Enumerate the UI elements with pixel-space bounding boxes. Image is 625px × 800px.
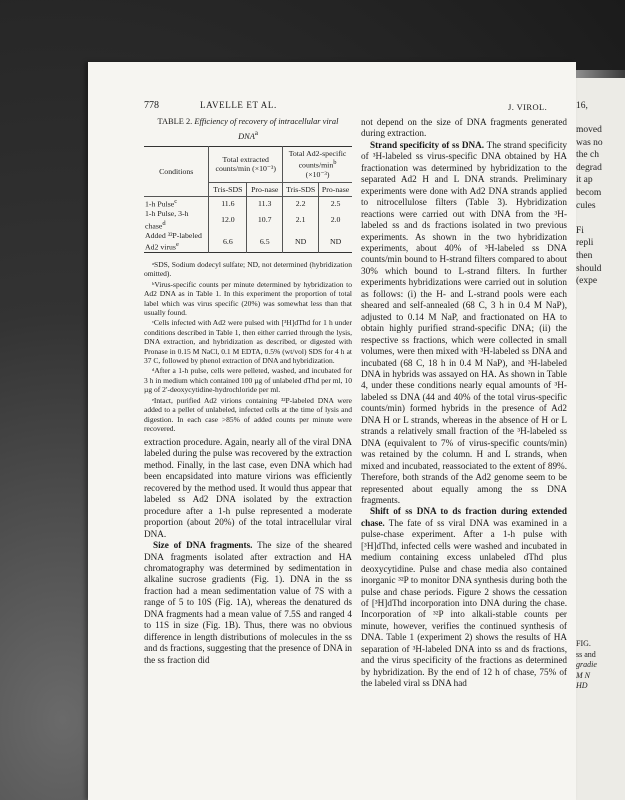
adjacent-caption-line: FIG. xyxy=(576,639,591,648)
section-heading: Strand specificity of ss DNA. xyxy=(370,139,485,150)
paragraph-text: The fate of ss viral DNA was examined in a pulse-chase experiment. After a 1-h pulse with [³H]dThd, infected cells were washed and incubated in medium containing excess unlabeled dThd plus deoxycytidine. Pulse and chase media also contained inorganic ³²P to monitor DNA synthesis during both the pulse and chase periods. Figure 2 shows the cessation of [³H]dThd incorporation into DNA during the chase. Incorporation of ³²P into alkali-stable counts per minute, however, verifies the continued synthesis of DNA. Table 1 (experiment 2) shows the results of HA separation of ³H-labeled DNA into ss and ds fractions, and the virus specificity of the fractions as determined by hybridization. By the end of 12 h of chase, 75% of the labeled viral ss DNA had xyxy=(361,517,567,689)
paragraph: not depend on the size of DNA fragments generated during extraction. xyxy=(361,117,567,139)
row-label: Added ³²P-labeled Ad2 virus$^e$ xyxy=(145,230,202,252)
adjacent-page-number: 16, xyxy=(576,101,588,111)
col-header-conditions: Conditions xyxy=(144,146,209,196)
adjacent-line: moved xyxy=(576,125,602,135)
footnote: ᵉIntact, purified Ad2 virions containing ³²P-labeled DNA were added to a pellet of unlabeled, infected cells at the time of lysis and digestion. In each case >85% of added counts per minute were recovered. xyxy=(144,395,352,433)
paragraph xyxy=(361,506,567,689)
table-footnotes xyxy=(144,260,352,433)
footnote: ᵇVirus-specific counts per minute determined by hybridization to Ad2 DNA as in Table 1. In this experiment the proportion of total label which was virus specific (20%) was somewhat less than that usually found. xyxy=(144,279,352,318)
adjacent-line: repli xyxy=(576,238,594,249)
table-row xyxy=(144,209,352,230)
adjacent-page xyxy=(572,78,625,800)
left-body-text xyxy=(144,437,352,666)
adjacent-line: should xyxy=(576,263,602,274)
cell: 6.6 xyxy=(209,231,247,253)
subheader-tris-1: Tris-SDS xyxy=(209,182,247,196)
adjacent-line: the ch xyxy=(576,150,599,161)
left-column xyxy=(144,117,352,434)
adjacent-caption-line: M N xyxy=(576,670,590,680)
adjacent-caption-line: gradie xyxy=(576,660,597,669)
col-header-total: Total extracted counts/min (×10⁻³) xyxy=(209,146,283,182)
adjacent-caption-line: HD xyxy=(576,681,588,690)
paragraph-text: The strand specificity of ³H-labeled ss virus-specific DNA obtained by HA fractionation was determined by hybridization to the separated Ad2 H and L DNA strands. Preliminary experiments were done with Ad2 DNA strands applied to nitrocellulose filters (Table 3). Hybridization reactions were carried out with DNA from the ³H-labeled ss and ds fractions isolated in two previous experiments. As shown in the two hybridization experiments, about 40% of ³H-labeled ss DNA counts/min bound to H-strand filters compared to about 30% which bound to L-strand filters. In further experiments hybridizations were carried out in solution as follows: (i) the H- and L-strand pools were each sheared and self-annealed (68 C, 3 h in 0.4 M NaP), adjusted to 0.14 M NaP, and fractionated on HA to obtain highly purified strand-specific DNA; (ii) the respective ss fractions, which were collected in small volumes, were then mixed with ³H-labeled ss DNA and incubated (68 C, 18 h in 0.4 M NaP), and ³H-labeled DNA in hybrids was assayed on HA. As shown in Table 4, under these conditions nearly equal amounts of ³H-labeled ss DNA (44 and 40% of the total virus-specific counts/min) formed hybrids in the presence of Ad2 DNA H or L strands, whereas in the absence of H or L strands a relatively small fraction of the ³H-labeled ss DNA (equivalent to 7% of virus-specific counts/min) was retained by the column. H and L strands, when mixed and incubated, reassociated to the extent of 89%. Therefore, both strands of the Ad2 genome seem to be represented about equally among the ss DNA fragments. xyxy=(361,139,567,505)
table-row xyxy=(144,231,352,253)
row-label: 1-h Pulse, 3-h chase$^d$ xyxy=(145,209,189,231)
col-header-ad2-sup: b xyxy=(333,159,337,167)
right-column xyxy=(361,117,567,690)
adjacent-line: Fi xyxy=(576,225,584,236)
section-heading: Size of DNA fragments. xyxy=(153,540,253,551)
footnote: ᵈAfter a 1-h pulse, cells were pelleted, washed, and incubated for 3 h in medium which contained 100 µg of unlabeled dThd per ml, 10 µg of 2′-deoxycytidine-hydrochloride per ml. xyxy=(144,366,352,395)
cell: 2.0 xyxy=(319,209,352,230)
section-heading: Shift of ss DNA to ds fraction during extended chase. xyxy=(361,506,567,528)
cell: 10.7 xyxy=(247,209,283,230)
running-authors: LAVELLE ET AL. xyxy=(200,100,277,110)
cell: ND xyxy=(319,231,352,253)
footnote: ᵃSDS, Sodium dodecyl sulfate; ND, not determined (hybridization omitted). xyxy=(144,260,352,279)
adjacent-line: (expe xyxy=(576,276,598,287)
cell: 2.2 xyxy=(283,197,319,210)
footnote: ᶜCells infected with Ad2 were pulsed with [³H]dThd for 1 h under conditions described in Table 1, then either carried through the lysis, DNA extraction, and hybridization as described, or digested with Pronase in 0.15 M NaCl, 0.1 M EDTA, 0.5% (wt/vol) SDS for 4 h at 37 C, followed by phenol extraction of DNA and hybridization. xyxy=(144,318,352,366)
adjacent-line: was no xyxy=(576,137,603,148)
adjacent-caption-line: ss and xyxy=(576,649,596,659)
paragraph xyxy=(361,140,567,507)
adjacent-line: it ap xyxy=(576,175,593,186)
paragraph xyxy=(144,540,352,666)
table-caption-sup: a xyxy=(254,128,258,137)
paragraph: extraction procedure. Again, nearly all of the viral DNA labeled during the pulse was recovered by the extraction method. Finally, in the last case, even DNA which had been encapsidated into mature virions was efficiently recovered by the method used. It would thus appear that labeled ss Ad2 DNA isolated by the extraction procedure after a 1-h pulse represented a moderate proportion (about 20%) of the total intracellular viral DNA. xyxy=(144,437,352,539)
cell: 12.0 xyxy=(209,209,247,230)
adjacent-line: then xyxy=(576,251,593,261)
cell: ND xyxy=(283,231,319,253)
subheader-pronase-1: Pro-nase xyxy=(247,182,283,196)
subheader-tris-2: Tris-SDS xyxy=(283,182,319,196)
table-caption xyxy=(150,117,346,142)
cell: 2.5 xyxy=(319,197,352,210)
cell: 11.6 xyxy=(209,197,247,210)
page-number: 778 xyxy=(144,100,159,111)
row-label: 1-h Pulse$^c$ xyxy=(145,198,178,209)
cell: 11.3 xyxy=(247,197,283,210)
cell: 2.1 xyxy=(283,209,319,230)
adjacent-line: becom xyxy=(576,188,602,198)
cell: 6.5 xyxy=(247,231,283,253)
journal-running-head: J. VIROL. xyxy=(508,102,548,112)
table-caption-title: Efficiency of recovery of intracellular viral DNA xyxy=(194,117,339,141)
col-header-ad2-text: Total Ad2-specific counts/min xyxy=(288,148,347,170)
adjacent-line: cules xyxy=(576,200,596,211)
col-header-ad2 xyxy=(283,146,352,182)
subheader-pronase-2: Pro-nase xyxy=(319,182,352,196)
paragraph-text: The size of the sheared DNA fragments isolated after extraction and HA chromatography was determined by sedimentation in alkaline sucrose gradients (Fig. 1). DNA in the ss fraction had a mean sedimentation value of 7S with a range of 5 to 10S (Fig. 1A), whereas the denatured ds DNA fragments had a mean value of 7.5S and ranged 4 to 11S in size (Fig. 1B). Thus, there was no obvious difference in length distributions of molecules in the ss and ds fractions, suggesting that the presence of DNA in the ss fraction did xyxy=(144,540,352,665)
adjacent-line: degrad xyxy=(576,162,602,173)
recovery-table xyxy=(144,146,352,253)
col-header-ad2-unit: (×10⁻³) xyxy=(305,170,330,180)
table-row xyxy=(144,197,352,210)
table-caption-label: TABLE 2. xyxy=(157,117,193,126)
